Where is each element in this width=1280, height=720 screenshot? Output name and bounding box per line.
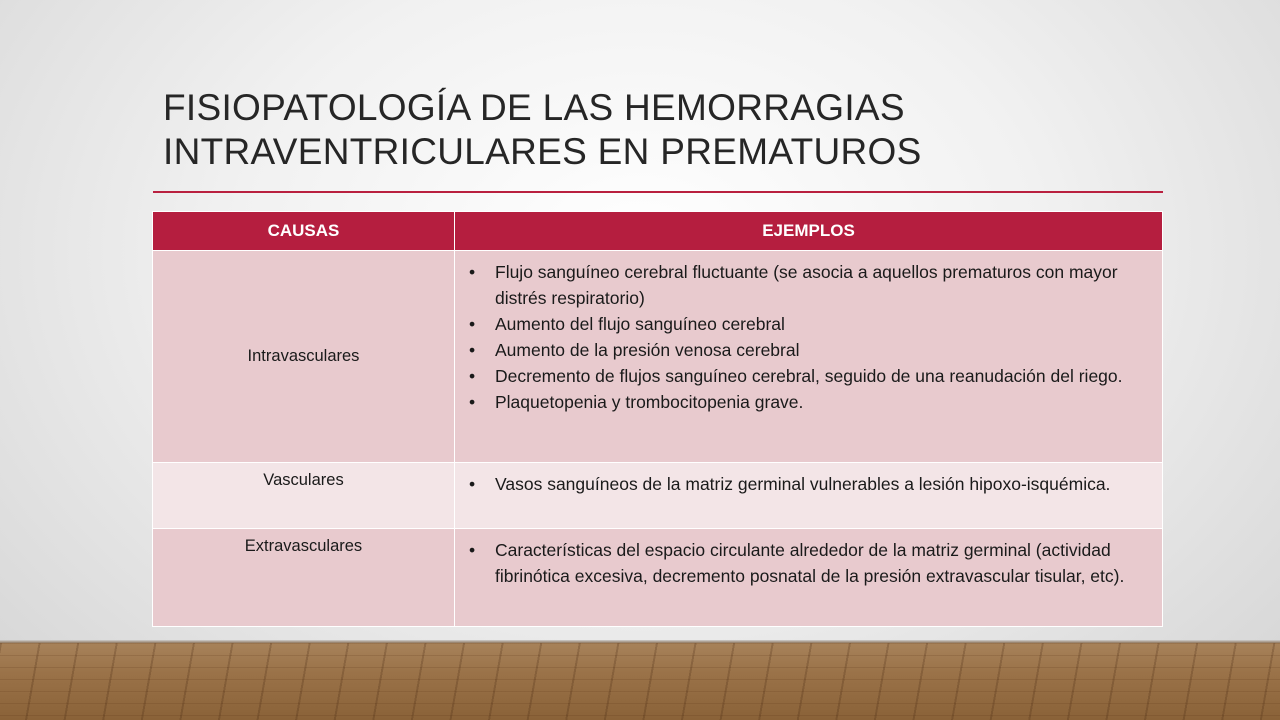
bullet-icon: • <box>469 392 476 412</box>
title-underline <box>153 191 1163 193</box>
table-row-intravasculares <box>153 251 1163 463</box>
list-item: • Decremento de flujos sanguíneo cerebral, seguido de una reanudación del riego. <box>467 363 1148 389</box>
wood-floor-background <box>0 643 1280 720</box>
slide-title <box>163 86 1163 174</box>
header-causas: CAUSAS <box>153 212 455 251</box>
table-row-vasculares <box>153 463 1163 529</box>
bullet-icon: • <box>469 540 476 560</box>
examples-cell <box>455 463 1163 529</box>
list-item: • Plaquetopenia y trombocitopenia grave. <box>467 389 1148 415</box>
cause-cell: Vasculares <box>153 463 455 529</box>
table-header-row <box>153 212 1163 251</box>
list-item: • Flujo sanguíneo cerebral fluctuante (se asocia a aquellos prematuros con mayor distrés respiratorio) <box>467 259 1148 311</box>
bullet-icon: • <box>469 474 476 494</box>
list-item: • Aumento del flujo sanguíneo cerebral <box>467 311 1148 337</box>
slide-title-line-1: FISIOPATOLOGÍA DE LAS HEMORRAGIAS <box>163 87 905 128</box>
causes-table <box>152 211 1163 627</box>
examples-list <box>467 471 1148 497</box>
cause-cell: Extravasculares <box>153 529 455 627</box>
list-item: • Características del espacio circulante alrededor de la matriz germinal (actividad fibrinótica excesiva, decremento posnatal de la presión extravascular tisular, etc). <box>467 537 1148 589</box>
bullet-icon: • <box>469 262 476 282</box>
list-item: • Vasos sanguíneos de la matriz germinal vulnerables a lesión hipoxo-isquémica. <box>467 471 1148 497</box>
examples-list <box>467 259 1148 415</box>
bullet-icon: • <box>469 314 476 334</box>
list-item: • Aumento de la presión venosa cerebral <box>467 337 1148 363</box>
examples-list <box>467 537 1148 589</box>
bullet-icon: • <box>469 340 476 360</box>
table-row-extravasculares <box>153 529 1163 627</box>
header-ejemplos: EJEMPLOS <box>455 212 1163 251</box>
examples-cell <box>455 529 1163 627</box>
bullet-icon: • <box>469 366 476 386</box>
examples-cell <box>455 251 1163 463</box>
slide-title-line-2: INTRAVENTRICULARES EN PREMATUROS <box>163 131 922 172</box>
cause-cell: Intravasculares <box>153 251 455 463</box>
